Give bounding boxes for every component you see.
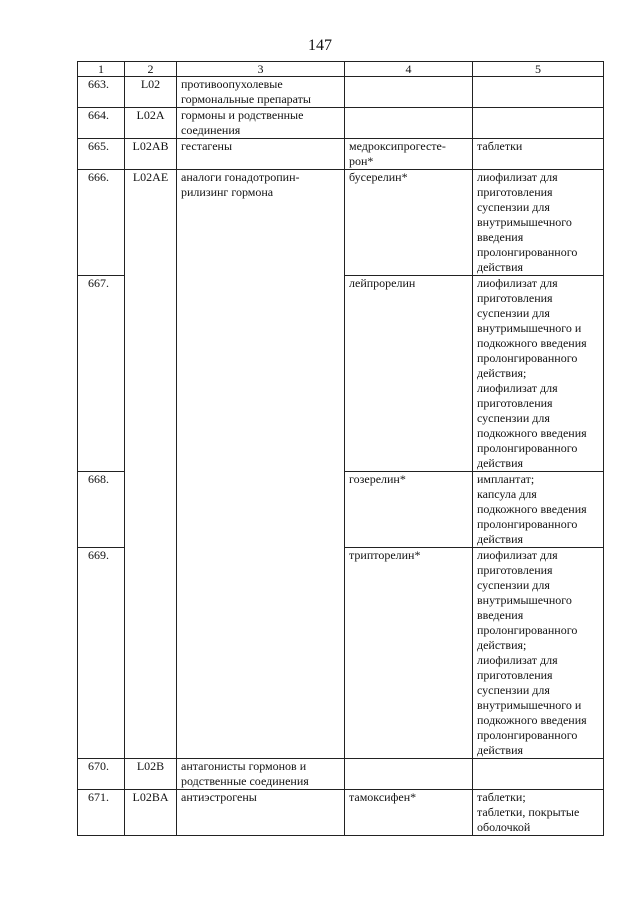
table-row <box>78 139 604 170</box>
group-name <box>177 548 345 759</box>
dosage-form: лиофилизат для приготовления суспензии для внутримышечного введения пролонгированного действия <box>473 170 604 276</box>
group-name: гестагены <box>177 139 345 170</box>
page-number: 147 <box>308 37 332 54</box>
column-header: 4 <box>345 62 473 77</box>
atc-code: L02BA <box>125 790 177 836</box>
group-name: противоопухолевые гормональные препараты <box>177 77 345 108</box>
atc-code <box>125 548 177 759</box>
group-name: гормоны и родственные соединения <box>177 108 345 139</box>
atc-code <box>125 276 177 472</box>
table-row <box>78 759 604 790</box>
atc-code: L02AE <box>125 170 177 276</box>
drug-name <box>345 108 473 139</box>
table-row <box>78 77 604 108</box>
atc-code: L02A <box>125 108 177 139</box>
group-name: аналоги гонадотропин- рилизинг гормона <box>177 170 345 276</box>
medication-table <box>77 61 604 836</box>
row-number: 665. <box>78 139 125 170</box>
group-name <box>177 276 345 472</box>
table-row <box>78 276 604 472</box>
drug-name: гозерелин* <box>345 472 473 548</box>
dosage-form <box>473 759 604 790</box>
table-row <box>78 108 604 139</box>
column-header: 3 <box>177 62 345 77</box>
row-number: 671. <box>78 790 125 836</box>
column-header: 2 <box>125 62 177 77</box>
drug-name <box>345 77 473 108</box>
row-number: 669. <box>78 548 125 759</box>
row-number: 668. <box>78 472 125 548</box>
dosage-form: лиофилизат для приготовления суспензии для внутримышечного введения пролонгированного действия; лиофилизат для приготовления суспензии для внутримышечного и подкожного введения пролонгированного действия <box>473 548 604 759</box>
dosage-form: имплантат; капсула для подкожного введения пролонгированного действия <box>473 472 604 548</box>
column-header: 1 <box>78 62 125 77</box>
drug-name <box>345 759 473 790</box>
row-number: 663. <box>78 77 125 108</box>
table-row <box>78 170 604 276</box>
drug-name: тамоксифен* <box>345 790 473 836</box>
drug-name: лейпрорелин <box>345 276 473 472</box>
atc-code: L02B <box>125 759 177 790</box>
dosage-form <box>473 108 604 139</box>
drug-name: бусерелин* <box>345 170 473 276</box>
dosage-form <box>473 77 604 108</box>
drug-name: трипторелин* <box>345 548 473 759</box>
dosage-form: лиофилизат для приготовления суспензии для внутримышечного и подкожного введения пролонгированного действия; лиофилизат для приготовления суспензии для подкожного введения пролонгированного действия <box>473 276 604 472</box>
group-name: антиэстрогены <box>177 790 345 836</box>
row-number: 666. <box>78 170 125 276</box>
atc-code <box>125 472 177 548</box>
group-name: антагонисты гормонов и родственные соединения <box>177 759 345 790</box>
group-name <box>177 472 345 548</box>
row-number: 664. <box>78 108 125 139</box>
table-header-row <box>78 62 604 77</box>
dosage-form: таблетки <box>473 139 604 170</box>
table-row <box>78 472 604 548</box>
table-row <box>78 548 604 759</box>
row-number: 667. <box>78 276 125 472</box>
atc-code: L02 <box>125 77 177 108</box>
table-row <box>78 790 604 836</box>
row-number: 670. <box>78 759 125 790</box>
drug-name: медроксипрогесте- рон* <box>345 139 473 170</box>
column-header: 5 <box>473 62 604 77</box>
dosage-form: таблетки; таблетки, покрытые оболочкой <box>473 790 604 836</box>
atc-code: L02AB <box>125 139 177 170</box>
